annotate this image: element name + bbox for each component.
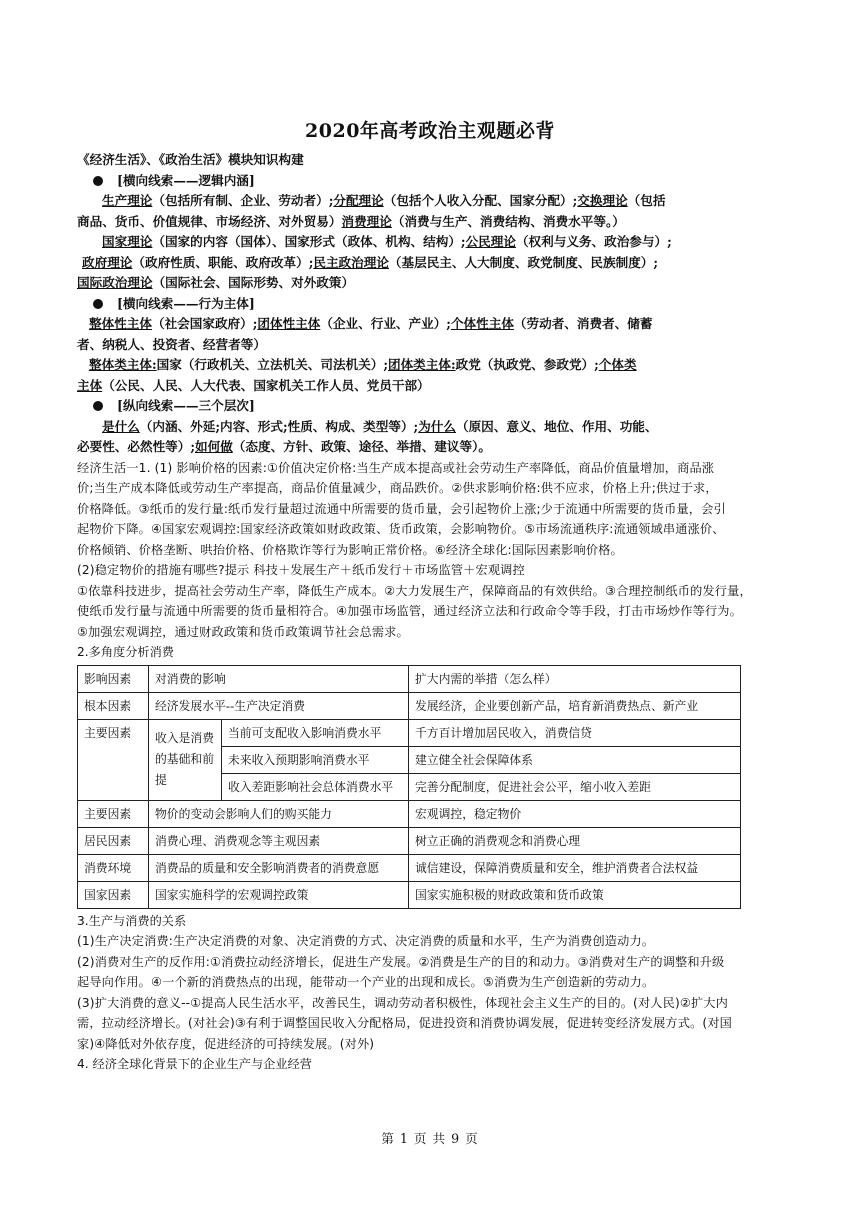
- section-heading-subject: [横向线索——行为主体]: [77, 294, 785, 315]
- table-cell: 建立健全社会保障体系: [409, 746, 741, 773]
- table-cell: 树立正确的消费观念和消费心理: [409, 827, 741, 854]
- table-cell: 收入差距影响社会总体消费水平: [222, 773, 409, 800]
- section-heading-production: 3.生产与消费的关系: [77, 913, 187, 928]
- subject-line: 者、纳税人、投资者、经营者等）: [77, 336, 266, 352]
- table-cell: 未来收入预期影响消费水平: [222, 746, 409, 773]
- table-cell: 发展经济，企业要创新产品，培育新消费热点、新产业: [409, 692, 741, 719]
- module-heading: 《经济生活》、《政治生活》模块知识构建: [77, 152, 304, 167]
- logic-line: 商品、货币、价值规律、市场经济、对外贸易）消费理论（消费与生产、消费结构、消费水平等。）: [77, 213, 625, 229]
- bullet-icon: [93, 299, 103, 309]
- table-cell: 诚信建设，保障消费质量和安全，维护消费者合法权益: [409, 854, 741, 881]
- text-line: 使纸币发行量与流通中所需要的货币量相符合。④加强市场监管，通过经济立法和行政命令等手段，打击市场炒作等行为。: [77, 604, 742, 618]
- levels-line: 必要性、必然性等）;如何做（态度、方针、政策、途径、举措、建议等）。: [77, 439, 491, 454]
- text-line: 起物价下降。④国家宏观调控:国家经济政策如财政政策、货币政策，会影响物价。⑤市场流通秩序:流通领域串通涨价、: [77, 522, 725, 536]
- text-line: 家)④降低对外依存度，促进经济的可持续发展。(对外): [77, 1036, 375, 1051]
- logic-line: 国家理论（国家的内容（国体）、国家形式（政体、机构、结构）;公民理论（权利与义务、政治参与）;: [102, 234, 672, 249]
- section-heading-logic: [横向线索——逻辑内涵]: [77, 171, 785, 192]
- table-cell: 消费品的质量和安全影响消费者的消费意愿: [149, 854, 409, 881]
- text-line: 价格降低。③纸币的发行量:纸币发行量超过流通中所需要的货币量，会引起物价上涨;少于流通中所需要的货币量，会引: [77, 501, 726, 516]
- text-line: (2)稳定物价的措施有哪些?提示 科技＋发展生产＋纸币发行＋市场监管＋宏观调控: [77, 563, 525, 577]
- section-heading-levels: [纵向线索——三个层次]: [77, 396, 785, 417]
- section-heading-enterprise: 4. 经济全球化背景下的企业生产与企业经营: [77, 1057, 312, 1071]
- price-factors: [77, 458, 785, 663]
- table-row: [78, 800, 741, 827]
- table-cell: 当前可支配收入影响消费水平: [222, 719, 409, 746]
- bullet-icon: [93, 401, 103, 411]
- page-footer: 第 1 页 共 9 页: [381, 1131, 479, 1146]
- table-cell: 千方百计增加居民收入，消费信贷: [409, 719, 741, 746]
- text-line: ⑤加强宏观调控，通过财政政策和货币政策调节社会总需求。: [77, 624, 409, 639]
- table-cell: 主要因素: [78, 800, 149, 827]
- table-cell: 物价的变动会影响人们的购买能力: [149, 800, 409, 827]
- table-header-cell: 对消费的影响: [149, 665, 409, 692]
- subject-line: 整体类主体:国家（行政机关、立法机关、司法机关）;团体类主体:政党（执政党、参政党）;个体类: [89, 357, 637, 372]
- table-cell: 消费环境: [78, 854, 149, 881]
- production-consumption: [77, 911, 785, 1075]
- text-line: 价格倾销、价格垄断、哄抬价格、价格欺诈等行为影响正常价格。⑥经济全球化:国际因素影响价格。: [77, 542, 623, 557]
- bullet-icon: [93, 176, 103, 186]
- table-row: [78, 692, 741, 719]
- text-line: 需，拉动经济增长。(对社会)③有利于调整国民收入分配格局，促进投资和消费协调发展，促进转变经济发展方式。(对国: [77, 1016, 733, 1030]
- table-cell: 消费心理、消费观念等主观因素: [149, 827, 409, 854]
- document-body: [77, 150, 785, 1075]
- table-cell: 根本因素: [78, 692, 149, 719]
- logic-line: 政府理论（政府性质、职能、政府改革）;民主政治理论（基层民主、人大制度、政党制度、民族制度）;: [82, 254, 659, 270]
- table-cell: 完善分配制度，促进社会公平，缩小收入差距: [409, 773, 741, 800]
- table-header-cell: 影响因素: [78, 665, 149, 692]
- consumption-table: [77, 665, 741, 909]
- text-line: 经济生活一1. (1) 影响价格的因素:①价值决定价格:当生产成本提高或社会劳动生产率降低，商品价值量增加，商品涨: [77, 460, 715, 475]
- levels-line: 是什么（内涵、外延;内容、形式;性质、构成、类型等）;为什么（原因、意义、地位、作用、功能、: [102, 418, 658, 434]
- logic-line: 国际政治理论（国际社会、国际形势、对外政策）: [77, 275, 355, 290]
- subject-line: 主体（公民、人民、人大代表、国家机关工作人员、党员干部）: [77, 377, 430, 393]
- table-cell: 主要因素: [78, 719, 149, 800]
- table-cell: 国家实施科学的宏观调控政策: [149, 881, 409, 908]
- table-cell: 居民因素: [78, 827, 149, 854]
- text-line: 起导向作用。④一个新的消费热点的出现，能带动一个产业的出现和成长。⑤消费为生产创造新的劳动力。: [77, 975, 655, 989]
- logic-line: 生产理论（包括所有制、企业、劳动者）;分配理论（包括个人收入分配、国家分配）;交换理论（包括: [102, 193, 666, 208]
- text-line: (3)扩大消费的意义--①提高人民生活水平，改善民生，调动劳动者积极性，体现社会主义生产的目的。(对人民)②扩大内: [77, 995, 728, 1010]
- section-heading-consumption: 2.多角度分析消费: [77, 645, 174, 659]
- text-line: (2)消费对生产的反作用:①消费拉动经济增长，促进生产发展。②消费是生产的目的和动力。③消费对生产的调整和升级: [77, 954, 725, 969]
- table-cell: 经济发展水平--生产决定消费: [149, 692, 409, 719]
- table-cell: 国家因素: [78, 881, 149, 908]
- text-line: (1)生产决定消费:生产决定消费的对象、决定消费的方式、决定消费的质量和水平，生产为消费创造动力。: [77, 934, 655, 948]
- text-line: 价;当生产成本降低或劳动生产率提高，商品价值量减少，商品跌价。②供求影响价格:供不应求，价格上升;供过于求，: [77, 481, 718, 495]
- table-header-cell: 扩大内需的举措（怎么样）: [409, 665, 741, 692]
- subject-line: 整体性主体（社会国家政府）;团体性主体（企业、行业、产业）;个体性主体（劳动者、消费者、储蓄: [89, 316, 653, 331]
- table-row: [78, 854, 741, 881]
- document-title: 2020年高考政治主观题必背: [305, 120, 555, 142]
- table-row: [78, 881, 741, 908]
- table-cell: 国家实施积极的财政政策和货币政策: [409, 881, 741, 908]
- table-cell: 收入是消费的基础和前提: [149, 719, 222, 800]
- table-row: [78, 719, 741, 746]
- text-line: ①依靠科技进步，提高社会劳动生产率，降低生产成本。②大力发展生产，保障商品的有效供给。③合理控制纸币的发行量，: [77, 583, 752, 598]
- table-cell: 宏观调控，稳定物价: [409, 800, 741, 827]
- table-row: [78, 827, 741, 854]
- table-header-row: [78, 665, 741, 692]
